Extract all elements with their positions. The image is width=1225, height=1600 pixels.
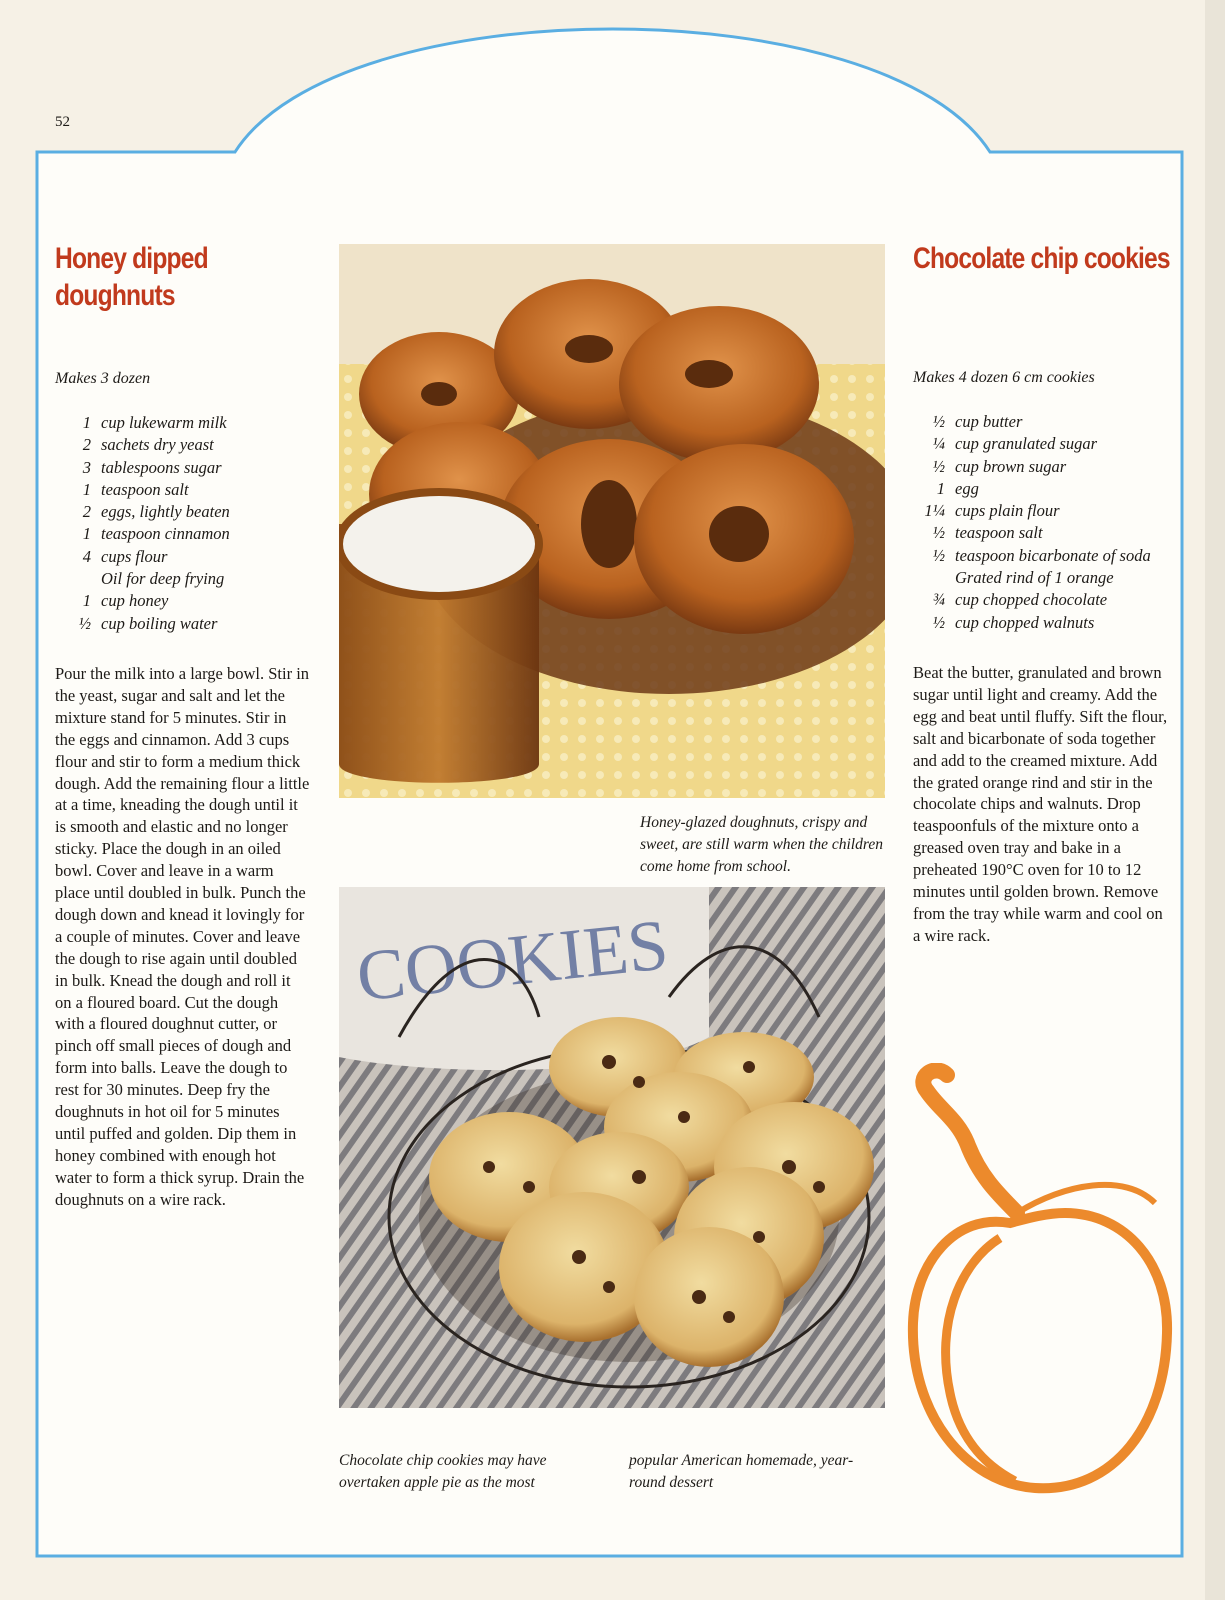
doughnuts-photo (339, 244, 885, 798)
ingredient-item (923, 567, 1173, 589)
ingredient-text: teaspoon salt (955, 523, 1043, 543)
ingredient-quantity: 4 (82, 546, 91, 566)
ingredient-quantity: ½ (932, 412, 945, 431)
ingredient-text: tablespoons sugar (101, 457, 222, 477)
ingredient-item (923, 478, 1173, 500)
ingredient-quantity: 1 (82, 479, 91, 499)
ingredient-quantity: ½ (932, 612, 945, 632)
doughnuts-caption: Honey-glazed doughnuts, crispy and sweet, are still warm when the children come home from school. (640, 814, 883, 875)
ingredient-quantity (55, 568, 101, 590)
ingredient-item (55, 501, 310, 523)
ingredient-item (55, 613, 310, 635)
ingredient-text: cup lukewarm milk (101, 413, 227, 432)
ingredient-text: teaspoon cinnamon (101, 524, 230, 544)
ingredient-quantity: 1 (936, 478, 945, 498)
recipe-title-doughnuts: Honey dipped doughnuts (55, 242, 208, 312)
chocolate-chip-cookies-recipe (913, 240, 1173, 947)
ingredient-quantity: ½ (78, 613, 91, 633)
ingredient-item (55, 590, 310, 612)
ingredient-text: cup chopped chocolate (955, 590, 1108, 610)
cookies-caption-part2: popular American homemade, year-round dessert (629, 1452, 854, 1491)
ingredient-quantity: 2 (82, 502, 91, 522)
ingredient-text: cup granulated sugar (955, 434, 1098, 454)
yield-cookies: Makes 4 dozen 6 cm cookies (913, 369, 1095, 386)
ingredient-item (55, 568, 310, 590)
ingredient-text: cup chopped walnuts (955, 612, 1095, 632)
method-cookies: Beat the butter, granulated and brown sugar until light and creamy. Add the egg and beat until fluffy. Sift the flour, salt and bicarbonate of soda together and add to the creamed mixture. Add the grated orange rind and stir in the chocolate chips and walnuts. Drop teaspoonfuls of the mixture onto a greased oven tray and bake in a preheated 190°C oven for 10 to 12 minutes until golden brown. Remove from the tray while warm and cool on a wire rack. (913, 662, 1168, 945)
ingredient-quantity: 3 (82, 457, 91, 477)
cookies-photo (339, 887, 885, 1408)
ingredient-item (923, 589, 1173, 611)
ingredient-text: teaspoon salt (101, 479, 189, 499)
ingredient-quantity: ¾ (932, 590, 945, 610)
ingredient-text: cups flour (101, 546, 168, 566)
ingredient-text: sachets dry yeast (101, 435, 214, 455)
yield-doughnuts: Makes 3 dozen (55, 370, 151, 387)
ingredient-text: egg (955, 478, 979, 498)
ingredient-quantity (923, 567, 955, 589)
ingredient-quantity: 1 (82, 591, 91, 611)
ingredient-item (923, 522, 1173, 544)
ingredient-text: teaspoon bicarbonate of soda (955, 545, 1151, 565)
ingredient-item (923, 456, 1173, 478)
ingredient-item (923, 612, 1173, 634)
ingredient-quantity: ½ (932, 523, 945, 543)
cookies-caption-part1: Chocolate chip cookies may have overtaken apple pie as the most (339, 1452, 547, 1491)
method-doughnuts: Pour the milk into a large bowl. Stir in the yeast, sugar and salt and let the mixture stand for 5 minutes. Stir in the eggs and cinnamon. Add 3 cups flour and stir to form a medium thick dough. Add the remaining flour a little at a time, kneading the dough until it is smooth and elastic and no longer sticky. Place the dough in an oiled bowl. Cover and leave in a warm place until doubled in bulk. Punch the dough down and knead it lovingly for a couple of minutes. Cover and leave the dough to rise again until doubled in bulk. Knead the dough and roll it on a floured board. Cut the dough with a floured doughnut cutter, or pinch off small pieces of dough and form into balls. Leave the dough to rest for 30 minutes. Deep fry the doughnuts in hot oil for 5 minutes until puffed and golden. Dip them in honey combined with enough hot water to form a thick syrup. Drain the doughnuts on a wire rack. (55, 663, 310, 1209)
ingredient-item (55, 457, 310, 479)
ingredient-item (55, 479, 310, 501)
page-number: 52 (55, 114, 70, 130)
honey-doughnuts-recipe (55, 240, 310, 1211)
ingredient-item (923, 433, 1173, 455)
ingredient-quantity: 1¼ (924, 501, 945, 521)
ingredient-text: Grated rind of 1 orange (955, 568, 1114, 588)
ingredient-item (923, 411, 1173, 433)
ingredient-list-cookies (923, 411, 1173, 634)
ingredient-text: eggs, lightly beaten (101, 502, 230, 522)
ingredient-item (55, 546, 310, 568)
ingredient-text: cups plain flour (955, 501, 1060, 521)
ingredient-text: cup butter (955, 412, 1023, 431)
ingredient-quantity: 2 (82, 435, 91, 455)
peach-illustration-icon (905, 1063, 1185, 1523)
cookie-jar-label: COOKIES (353, 904, 672, 1017)
ingredient-quantity: ½ (932, 545, 945, 565)
ingredient-text: Oil for deep frying (101, 569, 225, 589)
ingredient-quantity: ½ (932, 456, 945, 476)
ingredient-item (55, 434, 310, 456)
ingredient-quantity: 1 (82, 413, 91, 432)
ingredient-text: cup brown sugar (955, 456, 1067, 476)
ingredient-quantity: 1 (82, 524, 91, 544)
recipe-title-cookies: Chocolate chip cookies (913, 242, 1170, 275)
ingredient-text: cup boiling water (101, 613, 218, 633)
ingredient-item (923, 545, 1173, 567)
ingredient-list-doughnuts (55, 412, 310, 635)
ingredient-quantity: ¼ (932, 434, 945, 454)
ingredient-item (55, 523, 310, 545)
ingredient-item (923, 500, 1173, 522)
ingredient-text: cup honey (101, 591, 169, 611)
ingredient-item (55, 412, 310, 434)
